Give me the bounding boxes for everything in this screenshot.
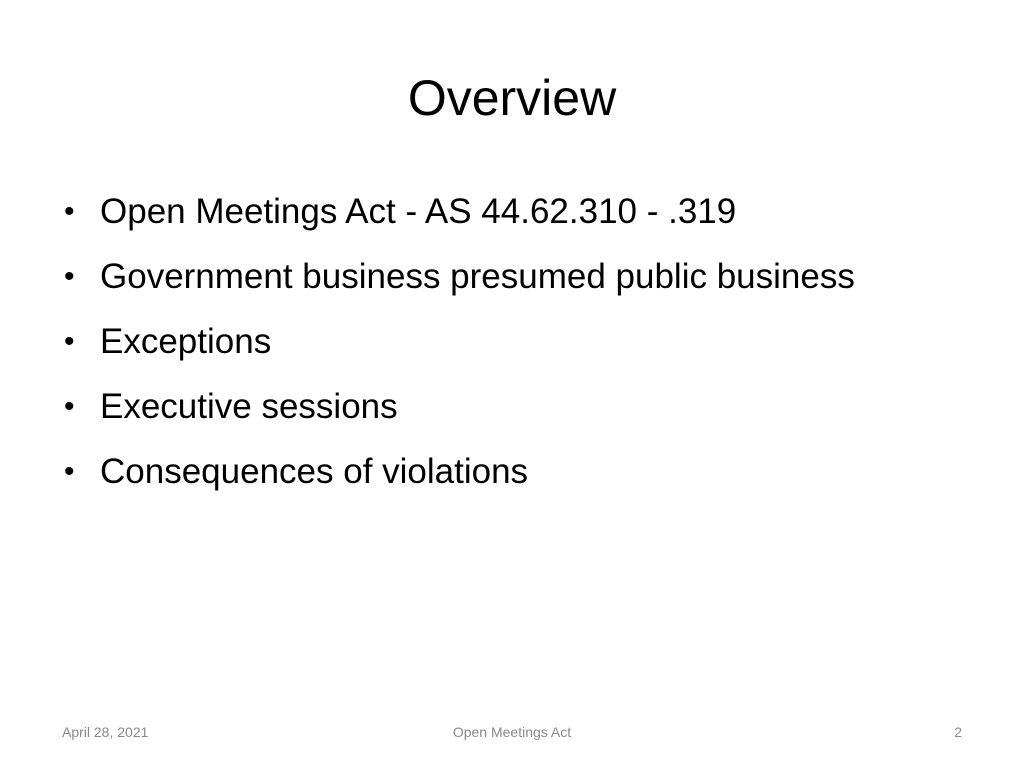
bullet-icon: • — [64, 390, 75, 423]
bullet-list — [58, 186, 918, 511]
footer-date: April 28, 2021 — [62, 724, 149, 740]
bullet-item — [58, 251, 918, 303]
footer-title: Open Meetings Act — [452, 724, 572, 740]
bullet-text: Consequences of violations — [100, 452, 529, 491]
bullet-item — [58, 381, 918, 433]
bullet-icon: • — [64, 455, 75, 488]
slide-title: Overview — [407, 70, 617, 126]
bullet-item — [58, 446, 918, 498]
bullet-text: Executive sessions — [100, 387, 398, 426]
bullet-item — [58, 186, 918, 238]
page-number: 2 — [954, 724, 962, 740]
bullet-item — [58, 316, 918, 368]
bullet-icon: • — [64, 325, 75, 358]
bullet-icon: • — [64, 195, 75, 228]
bullet-text: Government business presumed public business — [100, 257, 855, 296]
bullet-text: Open Meetings Act - AS 44.62.310 - .319 — [100, 192, 737, 231]
bullet-text: Exceptions — [100, 322, 272, 361]
bullet-icon: • — [64, 260, 75, 293]
